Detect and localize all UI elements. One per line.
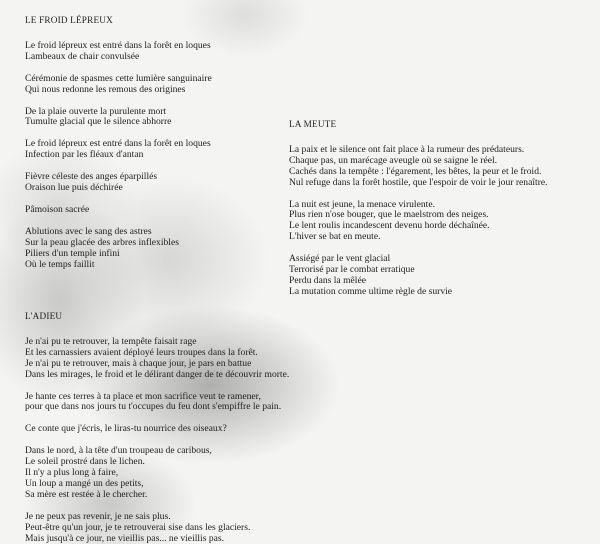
stanza: [25, 107, 212, 129]
stanza: [289, 200, 548, 244]
stanza: [25, 139, 212, 161]
poem-line: Il n'y a plus long à faire,: [25, 467, 119, 479]
poem-line: Nul refuge dans la forêt hostile, que l'espoir de voir le jour renaître.: [289, 176, 548, 188]
poem-line: Un loup a mangé un des petits,: [25, 477, 144, 489]
poem-line: Terrorisé par le combat erratique: [289, 264, 415, 276]
stanza: [25, 205, 212, 216]
poem-line: Je n'ai pu te retrouver, mais à chaque jour, je pars en battue: [25, 357, 252, 369]
poem-line: Fièvre céleste des anges éparpillés: [25, 171, 158, 183]
poem-la-meute: [289, 119, 548, 309]
poem-line: Le lent roulis incandescent devenu horde déchaînée.: [289, 220, 490, 232]
poem-line: Lambeaux de chair convulsée: [25, 50, 140, 62]
stanza: [289, 145, 548, 189]
poem-line: Chaque pas, un marécage aveugle où se saigne le réel.: [289, 154, 498, 166]
poem-line: Je ne peux pas revenir, je ne sais plus.: [25, 510, 171, 522]
poem-line: Le froid lépreux est entré dans la forêt en loques: [25, 138, 211, 150]
stanza: [25, 392, 289, 414]
poem-l-adieu: [25, 311, 289, 544]
stanza: [289, 254, 548, 298]
stanza: [25, 337, 289, 381]
poem-line: Perdu dans la mêlée: [289, 274, 366, 286]
poem-line: Pâmoison sacrée: [25, 203, 90, 215]
poem-line: Qui nous redonne les remous des origines: [25, 83, 186, 95]
poem-line: Oraison lue puis déchirée: [25, 182, 123, 194]
poem-line: Dans le nord, à la tête d'un troupeau de caribous,: [25, 445, 212, 457]
poem-line: pour que dans nos jours tu t'occupes du feu dont s'empiffre le pain.: [25, 401, 282, 413]
poem-line: Le froid lépreux est entré dans la forêt en loques: [25, 39, 211, 51]
stanza: [25, 512, 289, 544]
poem-line: Je hante ces terres à ta place et mon sacrifice veut te ramener,: [25, 390, 261, 402]
poem-line: Dans les mirages, le froid et le délirant danger de te découvrir morte.: [25, 368, 290, 380]
poem-line: Peut-être qu'un jour, je te retrouverai sise dans les glaciers.: [25, 521, 251, 533]
poem-title: L'ADIEU: [25, 311, 63, 321]
poem-line: Infection par les fléaux d'antan: [25, 149, 144, 161]
poem-line: Et les carnassiers avaient déployé leurs troupes dans la forêt.: [25, 346, 258, 358]
poem-title: LA MEUTE: [289, 119, 337, 129]
poem-line: La mutation comme ultime règle de survie: [289, 285, 453, 297]
poem-line: Ablutions avec le sang des astres: [25, 225, 152, 237]
stanza: [25, 446, 289, 501]
poem-line: Où le temps faillit: [25, 258, 95, 270]
poem-le-froid-lepreux: [25, 15, 212, 282]
poem-title: LE FROID LÉPREUX: [25, 15, 113, 25]
poem-line: Le soleil prostré dans le lichen.: [25, 456, 145, 468]
poem-line: Ce conte que j'écris, le liras-tu nourrice des oiseaux?: [25, 423, 227, 435]
poem-line: La nuit est jeune, la menace virulente.: [289, 198, 435, 210]
poem-line: Cachés dans la tempête : l'égarement, les bêtes, la peur et le froid.: [289, 165, 542, 177]
poem-line: Sur la peau glacée des arbres inflexibles: [25, 236, 179, 248]
stanza: [25, 172, 212, 194]
poem-line: Mais jusqu'à ce jour, ne vieillis pas... ne vieillis pas.: [25, 532, 225, 544]
poem-line: De la plaie ouverte la purulente mort: [25, 105, 167, 117]
poem-line: Je n'ai pu te retrouver, la tempête faisait rage: [25, 335, 197, 347]
poem-line: Sa mère est restée à le chercher.: [25, 488, 148, 500]
poem-line: L'hiver se bat en meute.: [289, 231, 381, 243]
stanza: [25, 41, 212, 63]
poem-line: Tumulte glacial que le silence abhorre: [25, 116, 172, 128]
poem-line: Cérémonie de spasmes cette lumière sanguinaire: [25, 72, 212, 84]
poem-line: La paix et le silence ont fait place à la rumeur des prédateurs.: [289, 143, 525, 155]
stanza: [25, 74, 212, 96]
poem-line: Piliers d'un temple infini: [25, 247, 120, 259]
poem-line: Plus rien n'ose bouger, que le maelstrom des neiges.: [289, 209, 489, 221]
poem-line: Assiégé par le vent glacial: [289, 253, 391, 265]
stanza: [25, 424, 289, 435]
stanza: [25, 227, 212, 271]
